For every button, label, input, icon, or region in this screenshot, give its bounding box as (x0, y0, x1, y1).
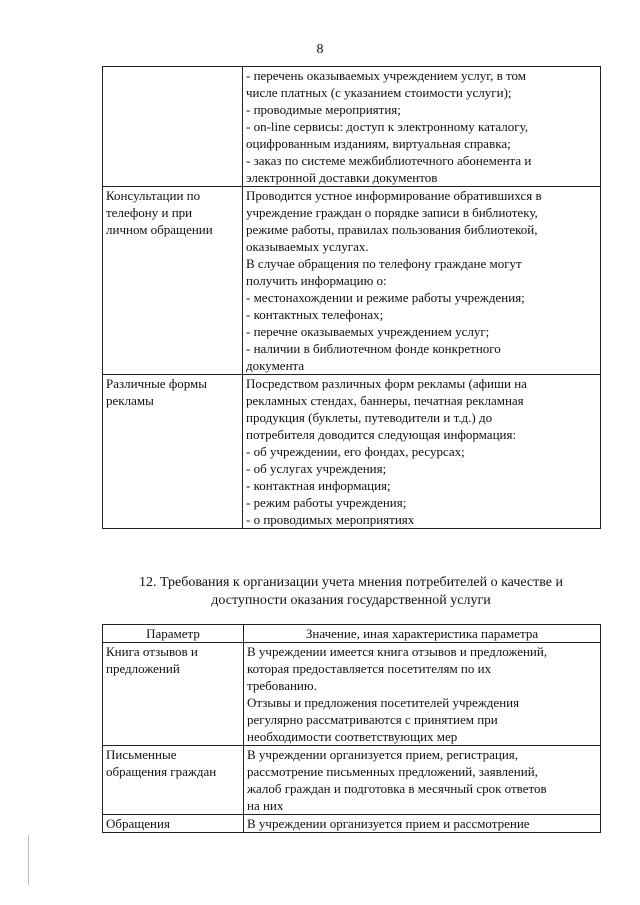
feedback-requirements-table-body (103, 625, 601, 833)
cell-line: - об учреждении, его фондах, ресурсах; (246, 444, 465, 459)
cell-line: телефону и при (106, 205, 193, 220)
feedback-requirements-table (102, 624, 601, 833)
cell-line: предложений (106, 661, 180, 676)
cell-line: документа (246, 358, 305, 373)
section-12-heading-line: доступности оказания государственной услуги (211, 593, 491, 608)
table-row (103, 187, 601, 375)
description-cell (243, 375, 601, 529)
cell-line: - перечень оказываемых учреждением услуг, в том (246, 68, 527, 83)
table-row (103, 67, 601, 187)
cell-line: - местонахождении и режиме работы учреждения; (246, 290, 525, 305)
page-number: 8 (316, 42, 324, 57)
cell-line: Посредством различных форм рекламы (афиши на (246, 376, 527, 391)
table-row (103, 375, 601, 529)
cell-line: - контактная информация; (246, 478, 391, 493)
cell-line: - об услугах учреждения; (246, 461, 387, 476)
cell-line: - заказ по системе межбиблиотечного абонемента и (246, 153, 532, 168)
cell-line: жалоб граждан и подготовка в месячный срок ответов (247, 781, 547, 796)
section-12-heading (102, 574, 600, 610)
cell-line: - on-line сервисы: доступ к электронному каталогу, (246, 119, 529, 134)
table-header-row (103, 625, 601, 643)
cell-line: на них (247, 798, 284, 813)
cell-line: необходимости соответствующих мер (247, 729, 458, 744)
table-row (103, 643, 601, 746)
cell-line: Письменные (106, 747, 177, 762)
header-cell-value: Значение, иная характеристика параметра (244, 625, 601, 643)
cell-line: - наличии в библиотечном фонде конкретного (246, 341, 501, 356)
cell-line: Обращения (106, 816, 170, 831)
cell-line: рассмотрение письменных предложений, заявлений, (247, 764, 538, 779)
description-cell (244, 746, 601, 815)
cell-line: - перечне оказываемых учреждением услуг; (246, 324, 490, 339)
cell-line: личном обращении (106, 222, 213, 237)
cell-line: электронной доставки документов (246, 170, 438, 185)
parameter-cell (103, 643, 244, 746)
table-row (103, 815, 601, 833)
parameter-cell (103, 746, 244, 815)
cell-line: рекламы (106, 393, 154, 408)
cell-line: получить информацию о: (246, 273, 387, 288)
cell-line: - контактных телефонах; (246, 307, 384, 322)
info-channels-table (102, 66, 601, 529)
cell-line: - проводимые мероприятия; (246, 102, 401, 117)
cell-line: режиме работы, правилах пользования библиотекой, (246, 222, 538, 237)
description-cell (243, 187, 601, 375)
cell-line: требованию. (247, 678, 317, 693)
cell-line: которая предоставляется посетителям по их (247, 661, 492, 676)
cell-line: В учреждении организуется прием и рассмотрение (247, 816, 530, 831)
table-row (103, 746, 601, 815)
cell-line: В учреждении имеется книга отзывов и предложений, (247, 644, 548, 659)
cell-line: оцифрованным изданиям, виртуальная справка; (246, 136, 511, 151)
cell-line: продукция (буклеты, путеводители и т.д.) до (246, 410, 493, 425)
parameter-cell (103, 187, 243, 375)
parameter-cell (103, 67, 243, 187)
cell-line: оказываемых услугах. (246, 239, 369, 254)
cell-line: обращения граждан (106, 764, 217, 779)
description-cell (244, 815, 601, 833)
cell-line: В случае обращения по телефону граждане могут (246, 256, 522, 271)
parameter-cell (103, 815, 244, 833)
cell-line: - о проводимых мероприятиях (246, 512, 415, 527)
section-12-heading-line: 12. Требования к организации учета мнения потребителей о качестве и (139, 575, 563, 590)
scan-margin-mark (28, 835, 29, 885)
cell-line: потребителя доводится следующая информация: (246, 427, 517, 442)
info-channels-table-body (103, 67, 601, 529)
cell-line: учреждение граждан о порядке записи в библиотеку, (246, 205, 538, 220)
description-cell (244, 643, 601, 746)
cell-line: Консультации по (106, 188, 201, 203)
cell-line: В учреждении организуется прием, регистрация, (247, 747, 519, 762)
cell-line: Отзывы и предложения посетителей учреждения (247, 695, 520, 710)
cell-line: рекламных стендах, баннеры, печатная рекламная (246, 393, 524, 408)
cell-line: регулярно рассматриваются с принятием при (247, 712, 498, 727)
parameter-cell (103, 375, 243, 529)
cell-line: - режим работы учреждения; (246, 495, 407, 510)
cell-line: Различные формы (106, 376, 208, 391)
cell-line: числе платных (с указанием стоимости услуги); (246, 85, 512, 100)
header-cell-parameter: Параметр (103, 625, 244, 643)
cell-line: Книга отзывов и (106, 644, 198, 659)
cell-line: Проводится устное информирование обратившихся в (246, 188, 542, 203)
description-cell (243, 67, 601, 187)
